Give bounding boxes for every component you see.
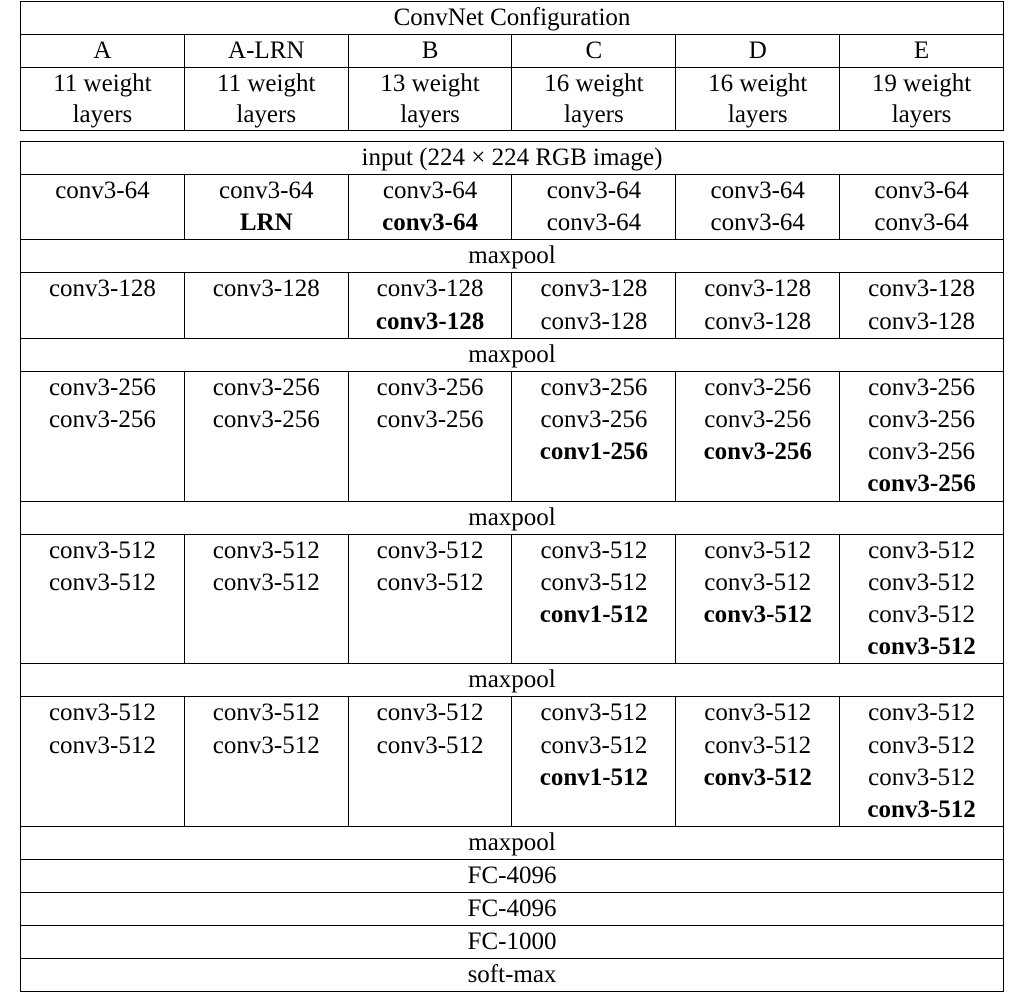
weight-layers-cell	[184, 68, 348, 131]
span-cell: FC-1000	[21, 926, 1004, 959]
span-cell: maxpool	[21, 827, 1004, 860]
layer-text: conv3-512	[704, 699, 812, 727]
layer-text: conv3-512	[48, 731, 156, 759]
layer-cell	[184, 273, 348, 338]
layer-text: conv3-128	[868, 307, 976, 335]
layer-text: conv3-256	[868, 438, 976, 466]
weight-layers-text: 16 weight	[708, 70, 808, 98]
layer-text: conv3-512	[704, 536, 812, 564]
layer-text: conv3-256	[540, 373, 648, 401]
span-row	[21, 142, 1004, 175]
column-label: A-LRN	[184, 35, 348, 68]
weight-layers-row	[21, 68, 1004, 131]
layer-text: LRN	[239, 209, 293, 237]
layer-text: conv1-512	[539, 601, 649, 629]
layer-text: conv3-512	[48, 699, 156, 727]
layer-cell	[184, 534, 348, 664]
title-row	[21, 2, 1004, 35]
layer-text: conv3-512	[868, 763, 976, 791]
layer-cell	[676, 175, 840, 240]
layer-cell	[840, 697, 1004, 827]
weight-layers-text: layers	[72, 101, 133, 129]
layer-cell	[348, 697, 512, 827]
span-cell: maxpool	[21, 501, 1004, 534]
layer-cell	[512, 697, 676, 827]
layer-text: conv3-64	[382, 177, 478, 204]
layer-cell	[676, 697, 840, 827]
span-row	[21, 664, 1004, 697]
layer-cell	[348, 534, 512, 664]
weight-layers-text: layers	[236, 101, 297, 129]
weight-layers-cell	[21, 68, 185, 131]
span-cell: soft-max	[21, 959, 1004, 992]
span-row	[21, 893, 1004, 926]
layer-text: conv3-64	[710, 177, 805, 204]
weight-layers-text: 11 weight	[217, 70, 316, 98]
layer-text: conv3-512	[868, 601, 976, 629]
layer-text: conv3-64	[546, 209, 642, 237]
layer-text: conv3-64	[710, 209, 805, 237]
layer-text: conv3-512	[212, 699, 320, 727]
layer-cell	[21, 273, 185, 338]
layer-cell	[512, 273, 676, 338]
layer-cell	[512, 534, 676, 664]
layer-text: conv3-256	[540, 406, 648, 434]
layer-text: conv3-512	[48, 568, 156, 596]
layer-cell	[348, 175, 512, 240]
layer-text: conv3-512	[376, 536, 484, 564]
span-cell: maxpool	[21, 338, 1004, 371]
layer-text: conv3-256	[212, 406, 320, 434]
layer-text: conv3-512	[376, 568, 484, 596]
layer-text: conv3-256	[48, 373, 156, 401]
weight-layers-text: 13 weight	[380, 70, 480, 98]
layer-cell	[21, 534, 185, 664]
layer-cell	[512, 371, 676, 501]
span-row	[21, 240, 1004, 273]
layer-text: conv3-256	[867, 470, 976, 498]
layer-text: conv3-512	[868, 699, 976, 727]
layer-cell	[348, 273, 512, 338]
layer-text: conv3-512	[48, 536, 156, 564]
layer-text: conv3-256	[704, 373, 812, 401]
column-label-row	[21, 35, 1004, 68]
layer-text: conv3-512	[704, 568, 812, 596]
conv-block-row	[21, 371, 1004, 501]
span-row	[21, 501, 1004, 534]
layer-text: conv3-128	[540, 275, 648, 303]
layer-text: conv3-64	[219, 177, 314, 204]
layer-cell	[21, 175, 185, 240]
layer-text: conv3-512	[868, 536, 976, 564]
layer-text: conv3-512	[704, 731, 812, 759]
layer-text: conv3-256	[703, 438, 812, 466]
layer-text: conv1-256	[539, 438, 649, 466]
weight-layers-text: 11 weight	[53, 70, 152, 98]
layer-text: conv3-256	[212, 373, 320, 401]
layer-text: conv3-512	[212, 731, 320, 759]
layer-text: conv3-512	[703, 601, 812, 629]
layer-text: conv3-256	[868, 406, 976, 434]
weight-layers-cell	[840, 68, 1004, 131]
layer-text: conv3-512	[540, 731, 648, 759]
layer-cell	[512, 175, 676, 240]
layer-cell	[348, 371, 512, 501]
config-header-table	[20, 1, 1004, 131]
layer-text: conv3-128	[704, 275, 812, 303]
span-cell: input (224 × 224 RGB image)	[21, 142, 1004, 175]
layer-text: conv3-512	[868, 568, 976, 596]
layer-text: conv3-512	[703, 763, 812, 791]
span-cell: FC-4096	[21, 860, 1004, 893]
layer-cell	[676, 273, 840, 338]
layer-text: conv3-256	[704, 406, 812, 434]
column-label: A	[21, 35, 185, 68]
layer-text: conv3-256	[376, 373, 484, 401]
span-row	[21, 860, 1004, 893]
layer-cell	[840, 534, 1004, 664]
layer-text: conv3-64	[874, 209, 969, 237]
layer-cell	[21, 371, 185, 501]
layer-text: conv1-512	[539, 763, 649, 791]
layer-text: conv3-64	[382, 209, 478, 237]
weight-layers-cell	[676, 68, 840, 131]
layer-text: conv3-128	[375, 307, 485, 335]
layer-text: conv3-64	[874, 177, 969, 204]
layer-text: conv3-512	[540, 699, 648, 727]
layer-text: conv3-128	[48, 275, 156, 303]
layer-cell	[184, 371, 348, 501]
layer-cell	[840, 371, 1004, 501]
weight-layers-text: layers	[891, 101, 952, 129]
conv-block-row	[21, 175, 1004, 240]
layer-cell	[840, 273, 1004, 338]
weight-layers-text: layers	[727, 101, 788, 129]
span-row	[21, 959, 1004, 992]
span-row	[21, 338, 1004, 371]
layer-text: conv3-64	[55, 177, 150, 204]
layer-text: conv3-128	[704, 307, 812, 335]
config-body-table	[20, 141, 1004, 992]
layer-text: conv3-128	[868, 275, 976, 303]
column-label: D	[676, 35, 840, 68]
span-row	[21, 827, 1004, 860]
layer-text: conv3-128	[540, 307, 648, 335]
table-title: ConvNet Configuration	[21, 2, 1004, 35]
weight-layers-cell	[348, 68, 512, 131]
column-label: B	[348, 35, 512, 68]
layer-text: conv3-128	[376, 275, 484, 303]
weight-layers-cell	[512, 68, 676, 131]
layer-text: conv3-256	[868, 373, 976, 401]
layer-text: conv3-512	[868, 731, 976, 759]
layer-cell	[676, 371, 840, 501]
layer-text: conv3-256	[48, 406, 156, 434]
weight-layers-text: 19 weight	[871, 70, 972, 98]
weight-layers-text: 16 weight	[544, 70, 644, 98]
layer-text: conv3-512	[212, 536, 320, 564]
column-label: E	[840, 35, 1004, 68]
layer-cell	[184, 175, 348, 240]
layer-text: conv3-128	[212, 275, 320, 303]
span-cell: maxpool	[21, 240, 1004, 273]
span-row	[21, 926, 1004, 959]
column-label: C	[512, 35, 676, 68]
conv-block-row	[21, 273, 1004, 338]
layer-text: conv3-64	[546, 177, 642, 204]
layer-text: conv3-512	[540, 536, 648, 564]
layer-cell	[840, 175, 1004, 240]
layer-text: conv3-512	[376, 731, 484, 759]
layer-cell	[21, 697, 185, 827]
layer-text: conv3-512	[867, 796, 976, 824]
layer-text: conv3-256	[376, 406, 484, 434]
layer-text: conv3-512	[540, 568, 648, 596]
conv-block-row	[21, 697, 1004, 827]
layer-cell	[184, 697, 348, 827]
layer-text: conv3-512	[376, 699, 484, 727]
layer-text: conv3-512	[212, 568, 320, 596]
weight-layers-text: layers	[564, 101, 624, 129]
weight-layers-text: layers	[400, 101, 460, 129]
span-cell: maxpool	[21, 664, 1004, 697]
span-cell: FC-4096	[21, 893, 1004, 926]
layer-cell	[676, 534, 840, 664]
layer-text: conv3-512	[867, 633, 976, 661]
conv-block-row	[21, 534, 1004, 664]
